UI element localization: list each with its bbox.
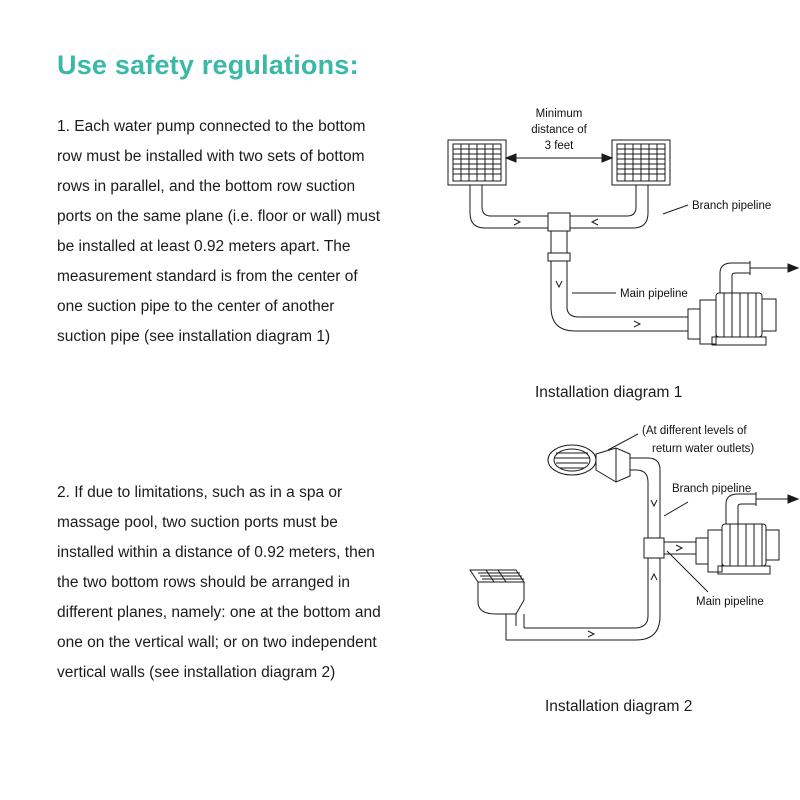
label-min-distance-line3: 3 feet <box>544 140 574 152</box>
diagram2-leaders <box>608 434 708 592</box>
installation-diagram-2 <box>420 420 800 690</box>
regulation-paragraph-2: 2. If due to limitations, such as in a spa or massage pool, two suction ports must be installed within a distance of 0.92 meters, then the two bottom rows should be arranged in different planes, namely: one at the bottom and one on the vertical wall; or on two independent vertical walls (see installation diagram 2) <box>57 484 381 681</box>
label-levels-line2: return water outlets) <box>652 443 755 455</box>
label-branch-pipeline-1: Branch pipeline <box>692 200 772 212</box>
diagram1-leaders <box>572 205 688 293</box>
minimum-distance-dimension <box>506 154 612 162</box>
diagram-1-caption: Installation diagram 1 <box>535 384 683 401</box>
label-levels-line1: (At different levels of <box>642 425 747 437</box>
water-pump-diagram1 <box>688 261 798 345</box>
label-main-pipeline-1: Main pipeline <box>620 288 688 300</box>
label-main-pipeline-2: Main pipeline <box>696 596 764 608</box>
suction-grate-right <box>612 140 670 185</box>
page-title: Use safety regulations: <box>57 50 359 80</box>
water-pump-diagram2 <box>696 492 798 574</box>
regulation-paragraph-1: 1. Each water pump connected to the bottom row must be installed with two sets of bottom rows in parallel, and the bottom row suction ports on the same plane (i.e. floor or wall) must be installed at least 0.92 meters apart. The measurement standard is from the center of one suction pipe to the center of another suction pipe (see installation diagram 1) <box>57 118 381 345</box>
installation-diagram-1 <box>420 95 800 380</box>
label-min-distance-line2: distance of <box>531 124 587 136</box>
suction-fitting-upper <box>548 445 630 482</box>
label-branch-pipeline-2: Branch pipeline <box>672 483 752 495</box>
branch-pipework <box>470 185 688 331</box>
pipework-diagram2 <box>506 458 696 640</box>
label-min-distance-line1: Minimum <box>535 108 583 120</box>
suction-fitting-lower <box>470 570 524 614</box>
suction-grate-left <box>448 140 506 185</box>
diagram-2-caption: Installation diagram 2 <box>545 698 693 715</box>
